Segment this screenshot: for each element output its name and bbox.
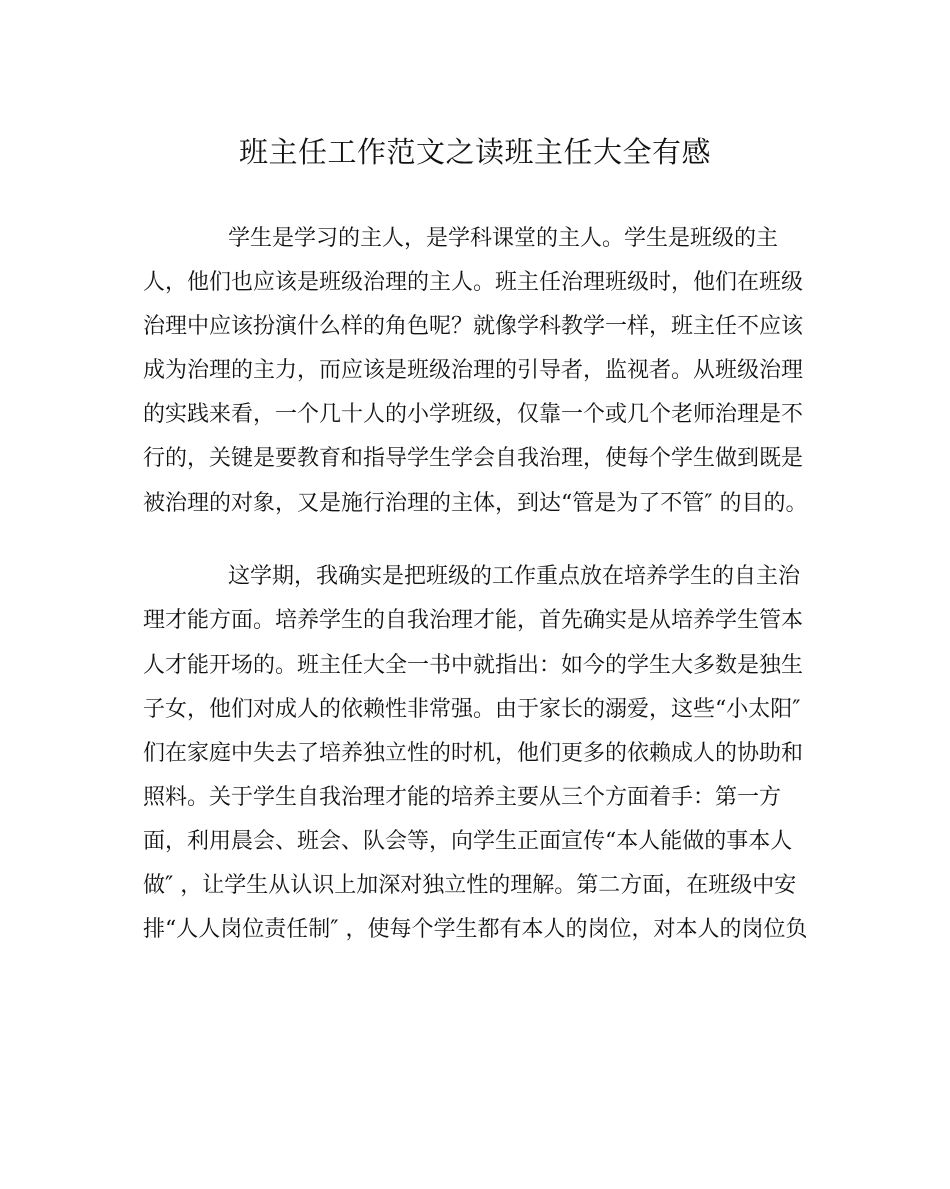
paragraph-line: 面，利用晨会、班会、队会等，向学生正面宣传“本人能做的事本人 — [143, 829, 793, 854]
paragraph-line: 们在家庭中失去了培养独立性的时机，他们更多的依赖成人的协助和 — [143, 741, 804, 766]
paragraph-line: 的实践来看，一个几十人的小学班级，仅靠一个或几个老师治理是不 — [143, 402, 804, 427]
paragraph-line: 人，他们也应该是班级治理的主人。班主任治理班级时，他们在班级 — [143, 270, 804, 295]
paragraph-line: 子女，他们对成人的依赖性非常强。由于家长的溺爱，这些“小太阳″ — [143, 697, 801, 722]
paragraph-line: 治理中应该扮演什么样的角色呢？就像学科教学一样，班主任不应该 — [143, 314, 804, 339]
paragraph-line: 被治理的对象，又是施行治理的主体，到达“管是为了不管″ 的目的。 — [143, 491, 808, 516]
paragraph-line: 理才能方面。培养学生的自我治理才能，首先确实是从培养学生管本 — [143, 608, 804, 633]
paragraph-line: 这学期，我确实是把班级的工作重点放在培养学生的自主治 — [228, 564, 801, 589]
paragraph-line: 照料。关于学生自我治理才能的培养主要从三个方面着手：第一方 — [143, 785, 782, 810]
paragraph-line: 人才能开场的。班主任大全一书中就指出：如今的学生大多数是独生 — [143, 653, 804, 678]
paragraph-line: 排“人人岗位责任制″ ，使每个学生都有本人的岗位，对本人的岗位负 — [143, 917, 808, 942]
paragraph-line: 成为治理的主力，而应该是班级治理的引导者，监视者。从班级治理 — [143, 358, 804, 383]
paragraph-line: 学生是学习的主人，是学科课堂的主人。学生是班级的主 — [228, 226, 779, 251]
document-title: 班主任工作范文之读班主任大全有感 — [238, 135, 711, 169]
paragraph-line: 做″ ，让学生从认识上加深对独立性的理解。第二方面，在班级中安 — [143, 873, 797, 898]
paragraph-line: 行的，关键是要教育和指导学生学会自我治理，使每个学生做到既是 — [143, 446, 804, 471]
